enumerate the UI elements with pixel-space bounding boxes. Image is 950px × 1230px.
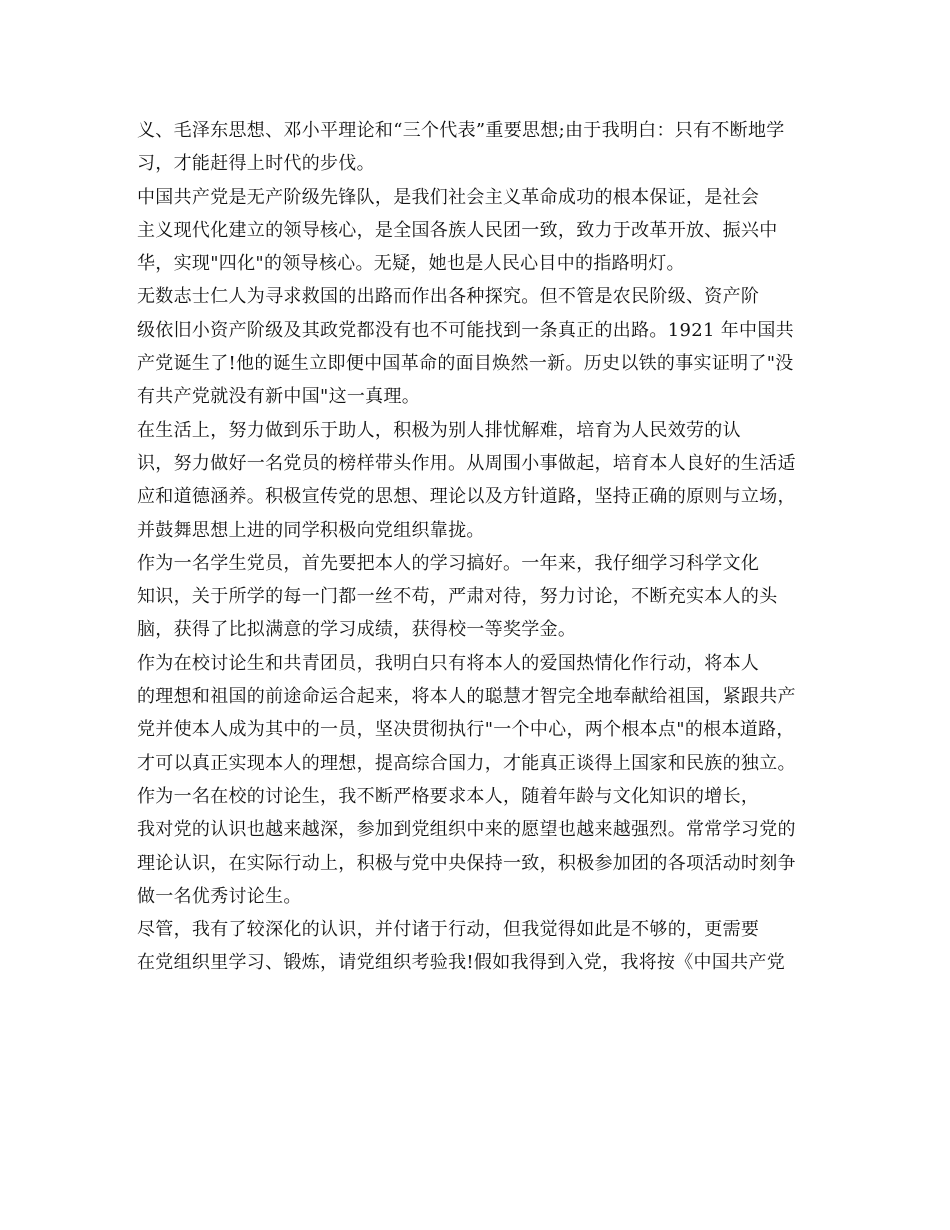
paragraph-7: 作为一名在校的讨论生，我不断严格要求本人，随着年龄与文化知识的增长， 我对党的认识也越来越深，参加到党组织中来的愿望也越来越强烈。常常学习党的 理论认识，在实际行动上，积极与党中央保持一致，积极参加团的各项活动时刻争 做一名优秀讨论生。: [137, 785, 796, 907]
paragraph-8: 尽管，我有了较深化的认识，并付诸于行动，但我觉得如此是不够的，更需要 在党组织里学习、锻炼，请党组织考验我!假如我得到入党，我将按《中国共产党: [137, 919, 786, 974]
paragraph-3: 无数志士仁人为寻求救国的出路而作出各种探究。但不管是农民阶级、资产阶 级依旧小资产阶级及其政党都没有也不可能找到一条真正的出路。1921 年中国共 产党诞生了!他的诞生立即便中国革命的面目焕然一新。历史以铁的事实证明了"没 有共产党就没有新中国"这一真理。: [137, 286, 794, 408]
paragraph-1: 义、毛泽东思想、邓小平理论和“三个代表”重要思想;由于我明白：只有不断地学 习，才能赶得上时代的步伐。: [137, 120, 785, 175]
document-body: [137, 114, 817, 980]
paragraph-4: 在生活上，努力做到乐于助人，积极为别人排忧解难，培育为人民效劳的认 识，努力做好一名党员的榜样带头作用。从周围小事做起，培育本人良好的生活适 应和道德涵养。积极宣传党的思想、理论以及方针道路，坚持正确的原则与立场， 并鼓舞思想上进的同学积极向党组织靠拢。: [137, 419, 796, 541]
paragraph-5: 作为一名学生党员，首先要把本人的学习搞好。一年来，我仔细学习科学文化 知识，关于所学的每一门都一丝不苟，严肃对待，努力讨论，不断充实本人的头 脑，获得了比拟满意的学习成绩，获得校一等奖学金。: [137, 552, 778, 641]
paragraph-2: 中国共产党是无产阶级先锋队，是我们社会主义革命成功的根本保证，是社会 主义现代化建立的领导核心，是全国各族人民团一致，致力于改革开放、振兴中 华，实现"四化"的领导核心。无疑，她也是人民心目中的指路明灯。: [137, 186, 778, 275]
paragraph-6: 作为在校讨论生和共青团员，我明白只有将本人的爱国热情化作行动，将本人 的理想和祖国的前途命运合起来，将本人的聪慧才智完全地奉献给祖国，紧跟共产 党并使本人成为其中的一员，坚决贯彻执行"一个中心，两个根本点"的根本道路， 才可以真正实现本人的理想，提高综合国力，才能真正谈得上国家和民族的独立。: [137, 652, 796, 774]
